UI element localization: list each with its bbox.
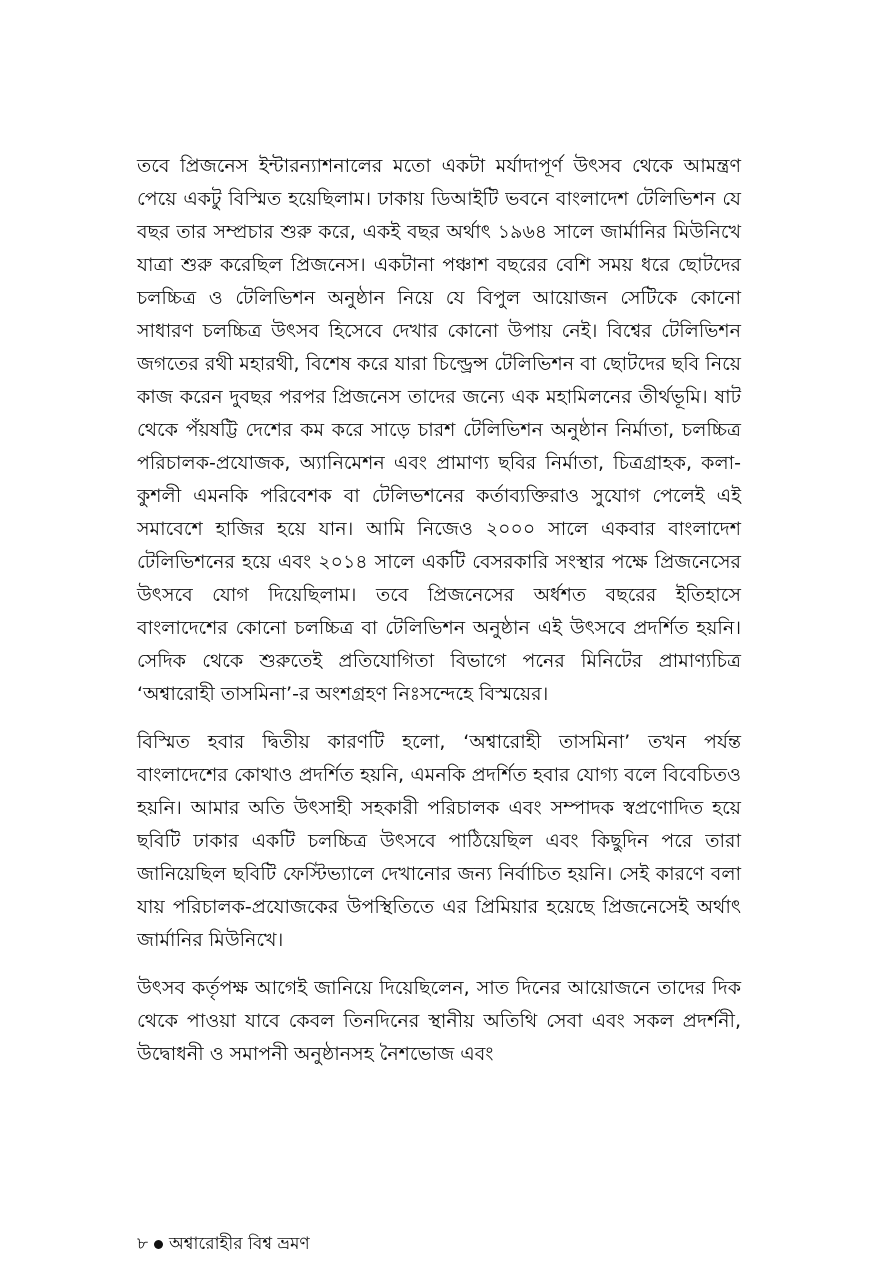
- page-body: [137, 150, 741, 1086]
- page-footer: [137, 1232, 310, 1256]
- paragraph-2: বিস্মিত হবার দ্বিতীয় কারণটি হলো, ‘অশ্বারোহী তাসমিনা’ তখন পর্যন্ত বাংলাদেশের কোথাও প্রদর্শিত হয়নি, এমনকি প্রদর্শিত হবার যোগ্য বলে বিবেচিতও হয়নি। আমার অতি উৎসাহী সহকারী পরিচালক এবং সম্পাদক স্বপ্রণোদিত হয়ে ছবিটি ঢাকার একটি চলচ্চিত্র উৎসবে পাঠিয়েছিল এবং কিছুদিন পরে তারা জানিয়েছিল ছবিটি ফেস্টিভ্যালে দেখানোর জন্য নির্বাচিত হয়নি। সেই কারণে বলা যায় পরিচালক-প্রযোজকের উপস্থিতিতে এর প্রিমিয়ার হয়েছে প্রিজনেসেই অর্থাৎ জার্মানির মিউনিখে।: [137, 731, 741, 951]
- page-number: ৮: [137, 1234, 149, 1254]
- paragraph-3: উৎসব কর্তৃপক্ষ আগেই জানিয়ে দিয়েছিলেন, সাত দিনের আয়োজনে তাদের দিক থেকে পাওয়া যাবে কেবল তিনদিনের স্থানীয় অতিথি সেবা এবং সকল প্রদর্শনী, উদ্বোধনী ও সমাপনী অনুষ্ঠানসহ নৈশভোজ এবং: [137, 977, 741, 1065]
- bullet-icon: [154, 1240, 163, 1249]
- paragraph-1: তবে প্রিজনেস ইন্টারন্যাশনালের মতো একটা মর্যাদাপূর্ণ উৎসব থেকে আমন্ত্রণ পেয়ে একটু বিস্মিত হয়েছিলাম। ঢাকায় ডিআইটি ভবনে বাংলাদেশ টেলিভিশন যে বছর তার সম্প্রচার শুরু করে, একই বছর অর্থাৎ ১৯৬৪ সালে জার্মানির মিউনিখে যাত্রা শুরু করেছিল প্রিজনেস। একটানা পঞ্চাশ বছরের বেশি সময় ধরে ছোটদের চলচ্চিত্র ও টেলিভিশন অনুষ্ঠান নিয়ে যে বিপুল আয়োজন সেটিকে কোনো সাধারণ চলচ্চিত্র উৎসব হিসেবে দেখার কোনো উপায় নেই। বিশ্বের টেলিভিশন জগতের রথী মহারথী, বিশেষ করে যারা চিল্ড্রেন্স টেলিভিশন বা ছোটদের ছবি নিয়ে কাজ করেন দুবছর পরপর প্রিজনেস তাদের জন্যে এক মহামিলনের তীর্থভূমি। ষাট থেকে পঁয়ষট্টি দেশের কম করে সাড়ে চারশ টেলিভিশন অনুষ্ঠান নির্মাতা, চলচ্চিত্র পরিচালক-প্রযোজক, অ্যানিমেশন এবং প্রামাণ্য ছবির নির্মাতা, চিত্রগ্রাহক, কলা-কুশলী এমনকি পরিবেশক বা টেলিভশনের কর্তাব্যক্তিরাও সুযোগ পেলেই এই সমাবেশে হাজির হয়ে যান। আমি নিজেও ২০০০ সালে একবার বাংলাদেশ টেলিভিশনের হয়ে এবং ২০১৪ সালে একটি বেসরকারি সংস্থার পক্ষে প্রিজনেসের উৎসবে যোগ দিয়েছিলাম। তবে প্রিজনেসের অর্ধশত বছরের ইতিহাসে বাংলাদেশের কোনো চলচ্চিত্র বা টেলিভিশন অনুষ্ঠান এই উৎসবে প্রদর্শিত হয়নি। সেদিক থেকে শুরুতেই প্রতিযোগিতা বিভাগে পনের মিনিটের প্রামাণ্যচিত্র ‘অশ্বারোহী তাসমিনা’-র অংশগ্রহণ নিঃসন্দেহে বিস্ময়ের।: [137, 155, 741, 705]
- running-title: অশ্বারোহীর বিশ্ব ভ্রমণ: [169, 1234, 310, 1254]
